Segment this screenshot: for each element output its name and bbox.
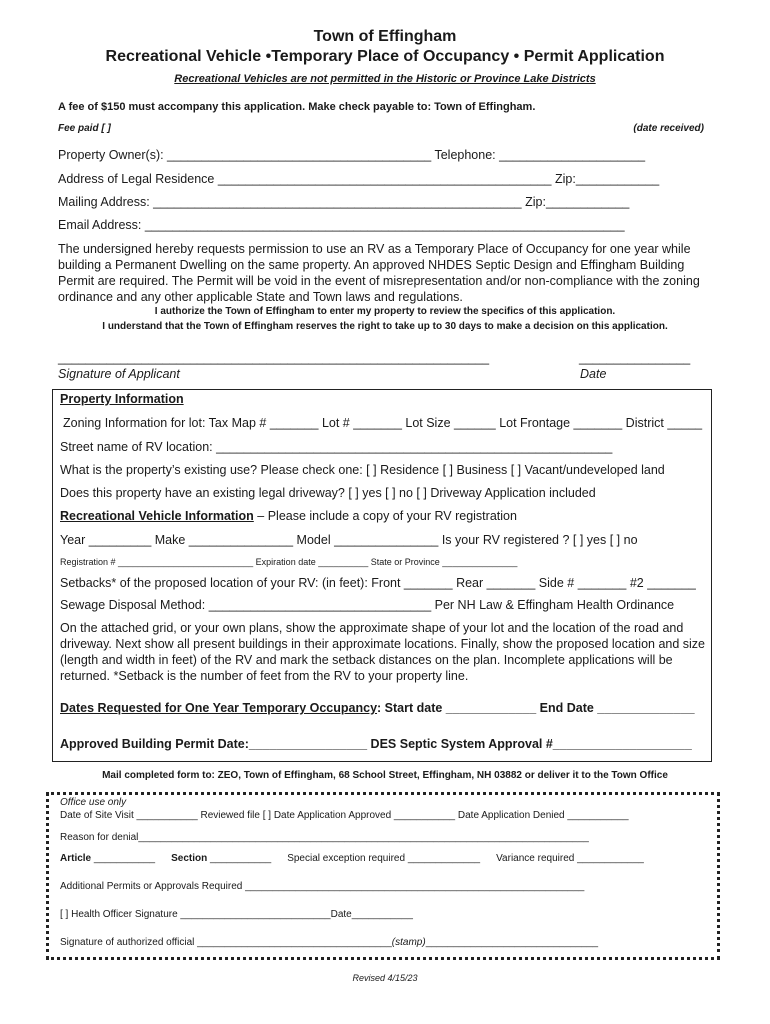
variance-field[interactable]: Variance required ____________ (496, 853, 644, 864)
rv-info-header (60, 509, 517, 523)
office-use-label: Office use only (60, 797, 127, 808)
authorized-signature-row[interactable] (60, 937, 598, 948)
special-exception-field[interactable]: Special exception required _____________ (287, 853, 481, 864)
applicant-signature-line[interactable]: ______________________________________________________________ (58, 351, 490, 365)
mail-instructions: Mail completed form to: ZEO, Town of Effingham, 68 School Street, Effingham, NH 03882 or deliver it to the Town Office (102, 770, 668, 781)
fee-line: A fee of $150 must accompany this application. Make check payable to: Town of Effingham. (58, 101, 536, 113)
health-officer-field[interactable]: [ ] Health Officer Signature ___________________________Date___________ (60, 909, 413, 920)
existing-use-field[interactable]: What is the property’s existing use? Please check one: [ ] Residence [ ] Business [ ] Vacant/undeveloped land (60, 463, 665, 477)
property-owner-field[interactable]: Property Owner(s): ______________________________________ Telephone: _____________________ (58, 148, 646, 162)
grid-line: returned. *Setback is the number of feet from the RV to your property line. (60, 669, 469, 683)
section-blank[interactable]: ___________ (207, 853, 272, 864)
fee-paid[interactable]: Fee paid [ ] (58, 123, 111, 134)
stamp-label: (stamp) (391, 937, 426, 948)
authorize-statement: I authorize the Town of Effingham to enter my property to review the specifics of this application. (154, 306, 616, 317)
rv-year-make-model-field[interactable]: Year _________ Make _______________ Model _______________ Is your RV registered ? [ ] yes [ ] no (60, 533, 638, 547)
driveway-field[interactable]: Does this property have an existing legal driveway? [ ] yes [ ] no [ ] Driveway Application included (60, 486, 596, 500)
town-title: Town of Effingham (313, 28, 457, 45)
statement-line: ordinance and any other applicable State and Town laws and regulations. (58, 290, 463, 304)
approval-field[interactable]: Approved Building Permit Date:_________________ DES Septic System Approval #____________________ (60, 737, 692, 751)
statement-line: Permit are required. The Permit will be void in the event of misrepresentation and/or non-compliance with the zoning (58, 274, 700, 288)
article-section-row[interactable] (60, 853, 644, 864)
section-label: Section (171, 853, 208, 864)
grid-instructions (60, 620, 712, 684)
reserve-statement: I understand that the Town of Effingham reserves the right to take up to 30 days to make a decision on this application. (102, 321, 668, 332)
zoning-field[interactable]: Zoning Information for lot: Tax Map # _______ Lot # _______ Lot Size ______ Lot Frontage _______ District _____ (63, 416, 703, 430)
grid-line: (length and width in feet) of the RV and mark the setback distances on the plan. Incomplete applications will be (60, 653, 673, 667)
rv-info-heading: Recreational Vehicle Information (60, 509, 254, 523)
stamp-blank[interactable]: _______________________________ (425, 937, 599, 948)
article-label: Article (60, 853, 92, 864)
signature-label: Signature of Applicant (58, 367, 180, 381)
street-name-field[interactable]: Street name of RV location: _________________________________________________________ (60, 440, 613, 454)
statement-line: The undersigned hereby requests permission to use an RV as a Temporary Place of Occupancy for one year while (58, 242, 691, 256)
rv-registration-field[interactable]: Registration # ___________________________ Expiration date __________ State or Province _______________ (60, 557, 518, 567)
grid-line: driveway. Next show all present buildings in their approximate locations. Finally, show the proposed location and size (60, 637, 706, 651)
form-title: Recreational Vehicle •Temporary Place of Occupancy • Permit Application (105, 48, 665, 65)
statement-paragraph (58, 241, 718, 305)
legal-address-field[interactable]: Address of Legal Residence ________________________________________________ Zip:____________ (58, 172, 660, 186)
denial-reason-field[interactable]: Reason for denial_________________________________________________________________________________ (60, 832, 589, 843)
signature-date-line[interactable]: ________________ (579, 351, 691, 365)
revised-date: Revised 4/15/23 (352, 973, 418, 983)
district-notice: Recreational Vehicles are not permitted in the Historic or Province Lake Districts (174, 73, 596, 85)
dates-requested-blanks: : Start date _____________ End Date ______________ (377, 701, 695, 715)
email-field[interactable]: Email Address: _____________________________________________________________________ (58, 218, 625, 232)
mailing-address-field[interactable]: Mailing Address: _____________________________________________________ Zip:____________ (58, 195, 630, 209)
article-blank[interactable]: ___________ (91, 853, 156, 864)
additional-permits-field[interactable]: Additional Permits or Approvals Required _____________________________________________________________ (60, 881, 585, 892)
grid-line: On the attached grid, or your own plans, show the approximate shape of your lot and the location of the road and (60, 621, 684, 635)
rv-info-note: – Please include a copy of your RV registration (253, 509, 517, 523)
setbacks-field[interactable]: Setbacks* of the proposed location of your RV: (in feet): Front _______ Rear _______ Side # _______ #2 _______ (60, 576, 696, 590)
statement-line: building a Permanent Dwelling on the same property. An approved NHDES Septic Design and Effingham Building (58, 258, 685, 272)
dates-requested-field[interactable] (60, 701, 695, 715)
date-received: (date received) (633, 123, 704, 134)
date-label: Date (580, 367, 607, 381)
property-info-heading: Property Information (60, 392, 184, 406)
site-visit-field[interactable]: Date of Site Visit ___________ Reviewed file [ ] Date Application Approved ___________ Date Application Denied ___________ (60, 810, 629, 821)
dates-requested-label: Dates Requested for One Year Temporary Occupancy (60, 701, 378, 715)
sewage-disposal-field[interactable]: Sewage Disposal Method: ________________________________ Per NH Law & Effingham Health Ordinance (60, 598, 675, 612)
authorized-signature-field[interactable]: Signature of authorized official ___________________________________ (60, 937, 392, 948)
